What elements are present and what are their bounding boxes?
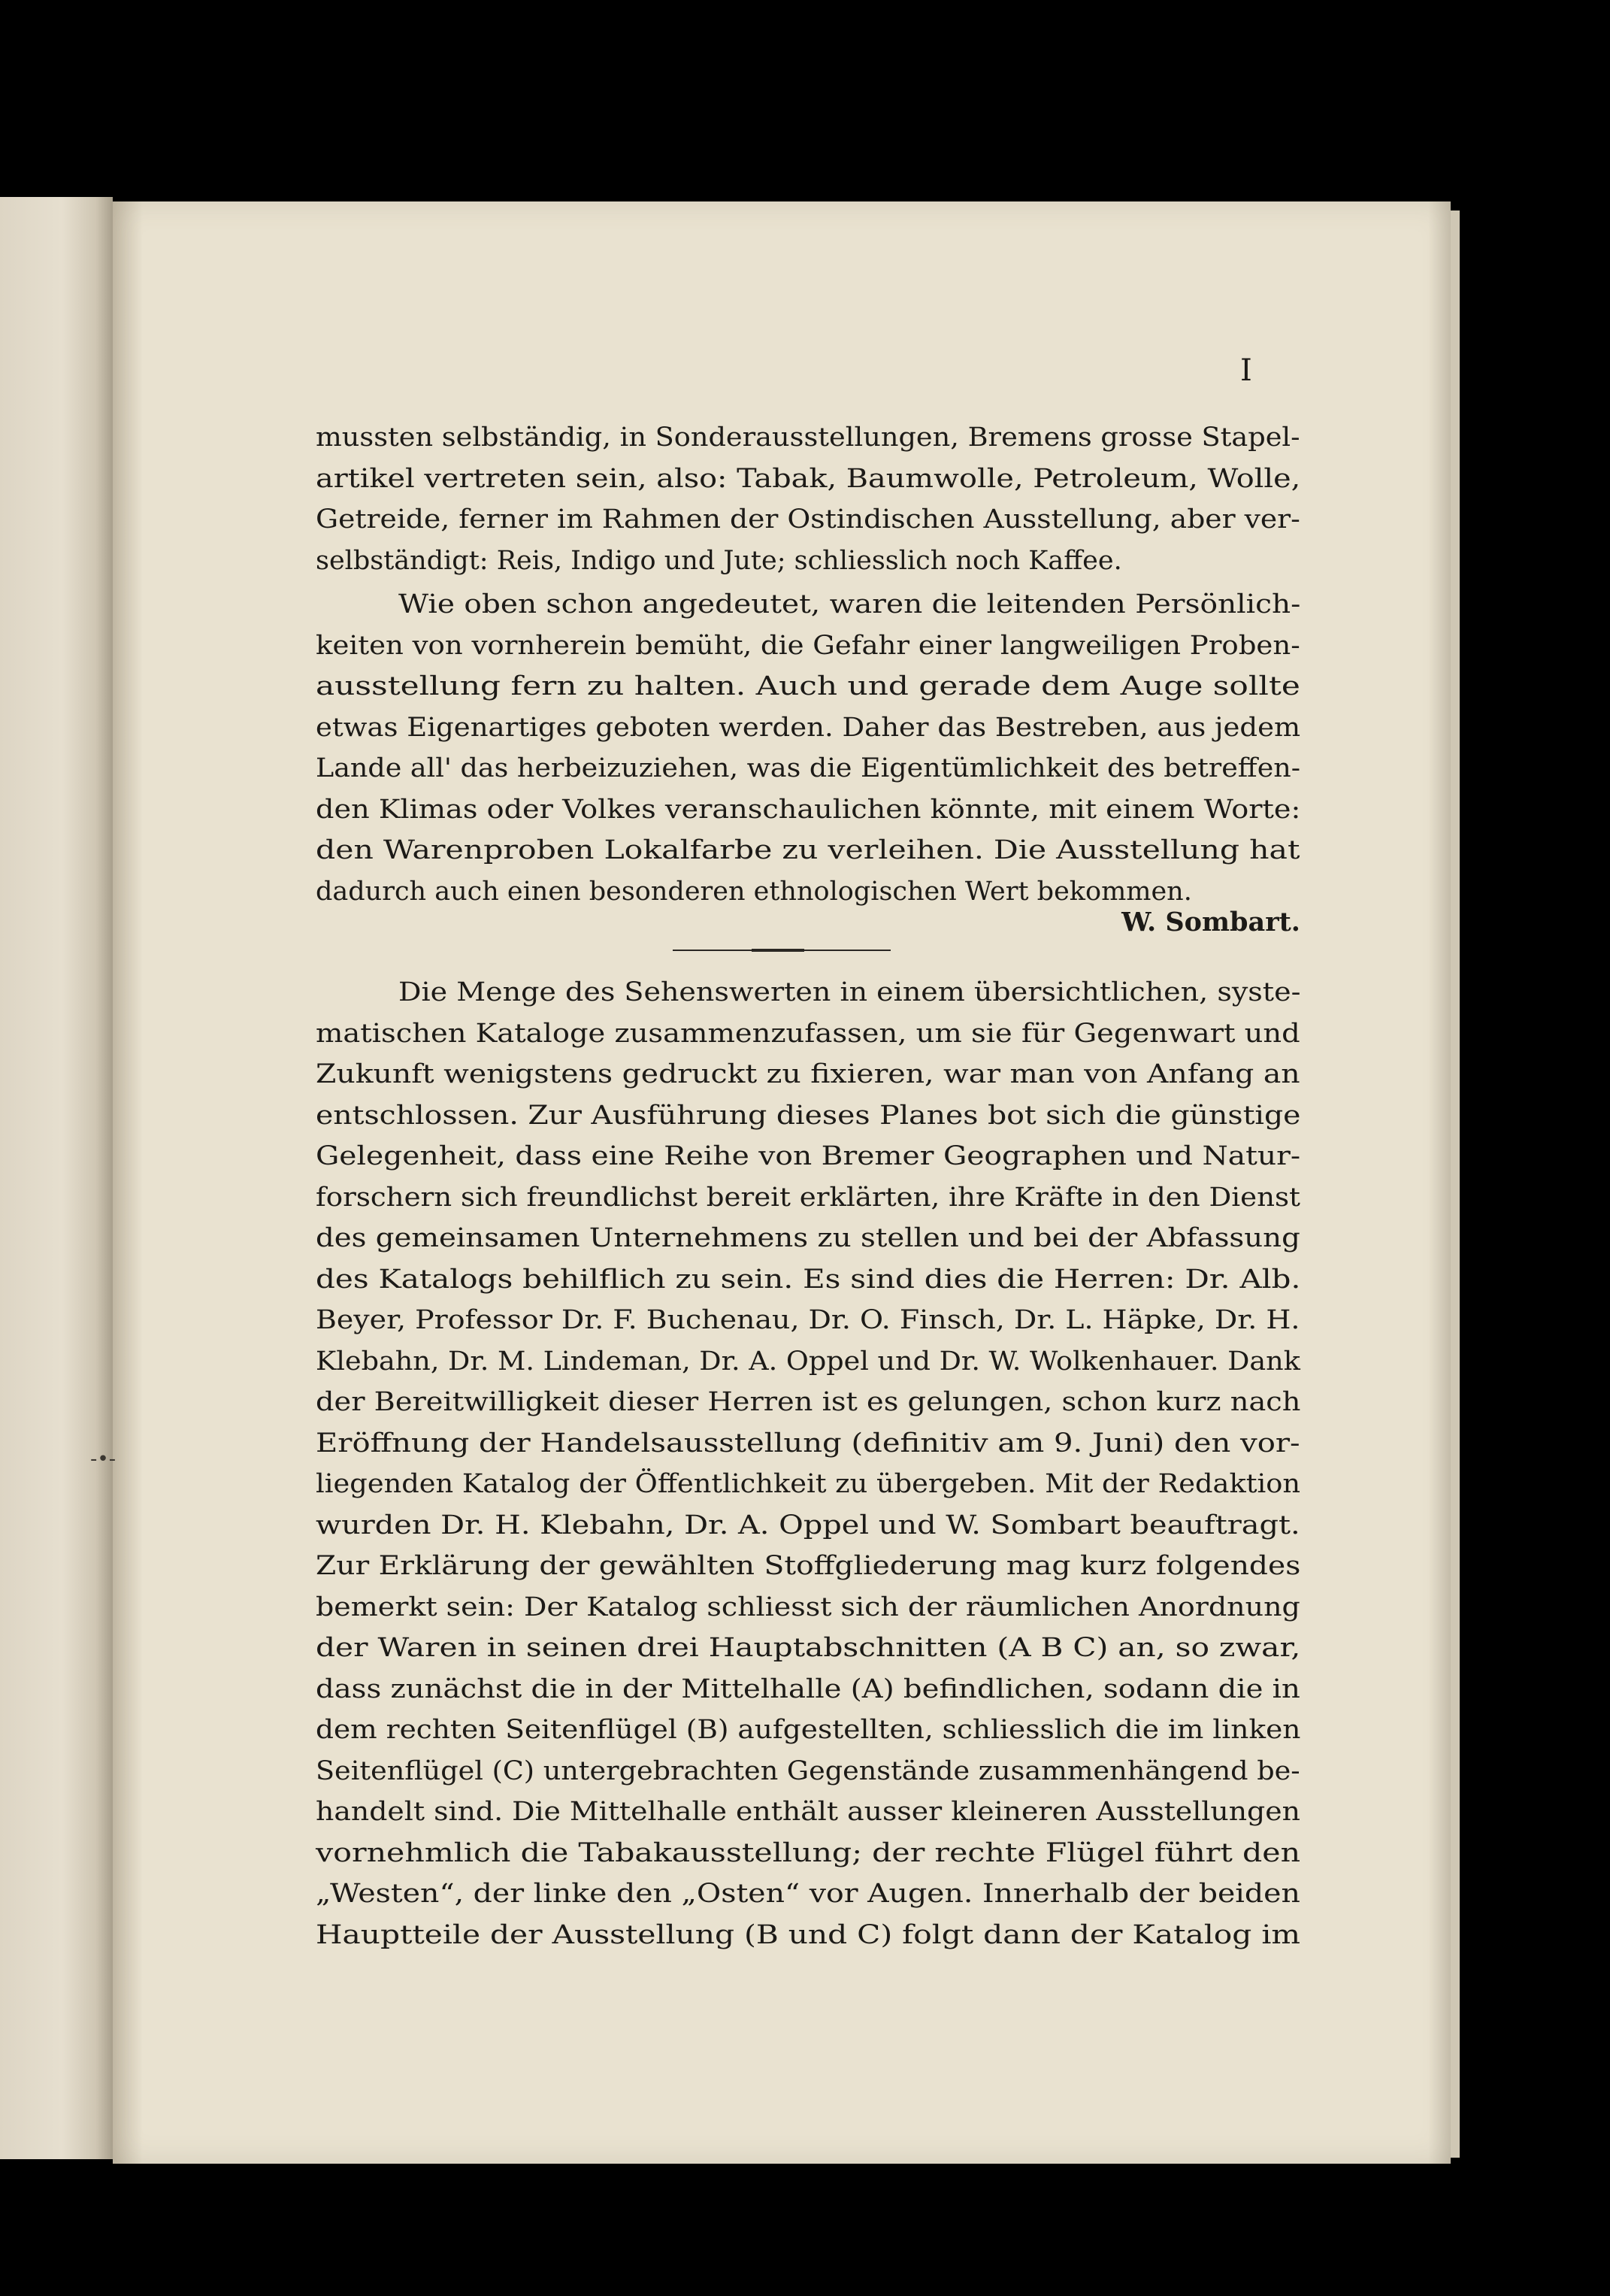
page-number: I (1240, 353, 1252, 388)
text-line: forschern sich freundlichst bereit erklärten, ihre Kräfte in den Dienst (316, 1182, 1300, 1213)
text-line: Seitenflügel (C) untergebrachten Gegenstände zusammenhängend be- (316, 1755, 1300, 1786)
text-line: des Katalogs behilflich zu sein. Es sind dies die Herren: Dr. Alb. (316, 1264, 1301, 1295)
author-signature: W. Sombart. (1121, 907, 1300, 937)
text-line: Eröffnung der Handelsausstellung (definitiv am 9. Juni) den vor- (316, 1428, 1300, 1458)
text-line: liegenden Katalog der Öffentlichkeit zu übergeben. Mit der Redaktion (316, 1469, 1301, 1499)
text-line: artikel vertreten sein, also: Tabak, Baumwolle, Petroleum, Wolle, (316, 463, 1301, 494)
text-line: Die Menge des Sehenswerten in einem übersichtlichen, syste- (398, 977, 1301, 1007)
text-line: handelt sind. Die Mittelhalle enthält ausser kleineren Ausstellungen (316, 1797, 1300, 1827)
text-line: dem rechten Seitenflügel (B) aufgestellten, schliesslich die im linken (316, 1715, 1301, 1745)
text-line: Lande all' das herbeizuziehen, was die Eigentümlichkeit des betreffen- (316, 753, 1301, 783)
section-separator-rule (673, 950, 891, 951)
text-line: den Warenproben Lokalfarbe zu verleihen. Die Ausstellung hat (316, 835, 1300, 865)
text-line: keiten von vornherein bemüht, die Gefahr einer langweiligen Proben- (316, 630, 1300, 661)
text-line: etwas Eigenartiges geboten werden. Daher das Bestreben, aus jedem (316, 712, 1301, 743)
text-line: Zur Erklärung der gewählten Stoffgliederung mag kurz folgendes (316, 1551, 1301, 1581)
page-edge (1451, 211, 1460, 2158)
text-line: den Klimas oder Volkes veranschaulichen könnte, mit einem Worte: (316, 794, 1301, 825)
text-line: dass zunächst die in der Mittelhalle (A) befindlichen, sodann die in (316, 1674, 1300, 1704)
text-line: ausstellung fern zu halten. Auch und gerade dem Auge sollte (316, 671, 1300, 701)
text-line: „Westen“, der linke den „Osten“ vor Augen. Innerhalb der beiden (316, 1879, 1300, 1909)
text-line: vornehmlich die Tabakausstellung; der rechte Flügel führt den (316, 1837, 1301, 1868)
text-line: der Waren in seinen drei Hauptabschnitten (A B C) an, so zwar, (316, 1633, 1301, 1663)
text-line: mussten selbständig, in Sonderausstellungen, Bremens grosse Stapel- (316, 423, 1300, 453)
left-page-edge (0, 197, 113, 2159)
text-line: Beyer, Professor Dr. F. Buchenau, Dr. O. Finsch, Dr. L. Häpke, Dr. H. (316, 1305, 1300, 1335)
text-line: selbständigt: Reis, Indigo und Jute; schliesslich noch Kaffee. (316, 545, 1122, 576)
text-line: wurden Dr. H. Klebahn, Dr. A. Oppel und W. Sombart beauftragt. (316, 1510, 1300, 1540)
text-line: der Bereitwilligkeit dieser Herren ist es gelungen, schon kurz nach (316, 1387, 1301, 1417)
text-line: Zukunft wenigstens gedruckt zu fixieren, war man von Anfang an (316, 1059, 1300, 1089)
text-line: Gelegenheit, dass eine Reihe von Bremer Geographen und Natur- (316, 1141, 1301, 1171)
text-line: dadurch auch einen besonderen ethnologischen Wert bekommen. (316, 876, 1192, 907)
text-line: des gemeinsamen Unternehmens zu stellen und bei der Abfassung (316, 1223, 1300, 1253)
text-line: Getreide, ferner im Rahmen der Ostindischen Ausstellung, aber ver- (316, 504, 1300, 535)
text-line: Hauptteile der Ausstellung (B und C) folgt dann der Katalog im (316, 1919, 1300, 1950)
text-line: entschlossen. Zur Ausführung dieses Planes bot sich die günstige (316, 1100, 1301, 1131)
text-line: Klebahn, Dr. M. Lindeman, Dr. A. Oppel und Dr. W. Wolkenhauer. Dank (316, 1346, 1300, 1377)
text-line: Wie oben schon angedeutet, waren die leitenden Persönlich- (398, 589, 1301, 619)
margin-mark: -•- (90, 1448, 117, 1471)
text-line: matischen Kataloge zusammenzufassen, um sie für Gegenwart und (316, 1018, 1300, 1049)
text-line: bemerkt sein: Der Katalog schliesst sich der räumlichen Anordnung (316, 1592, 1300, 1622)
